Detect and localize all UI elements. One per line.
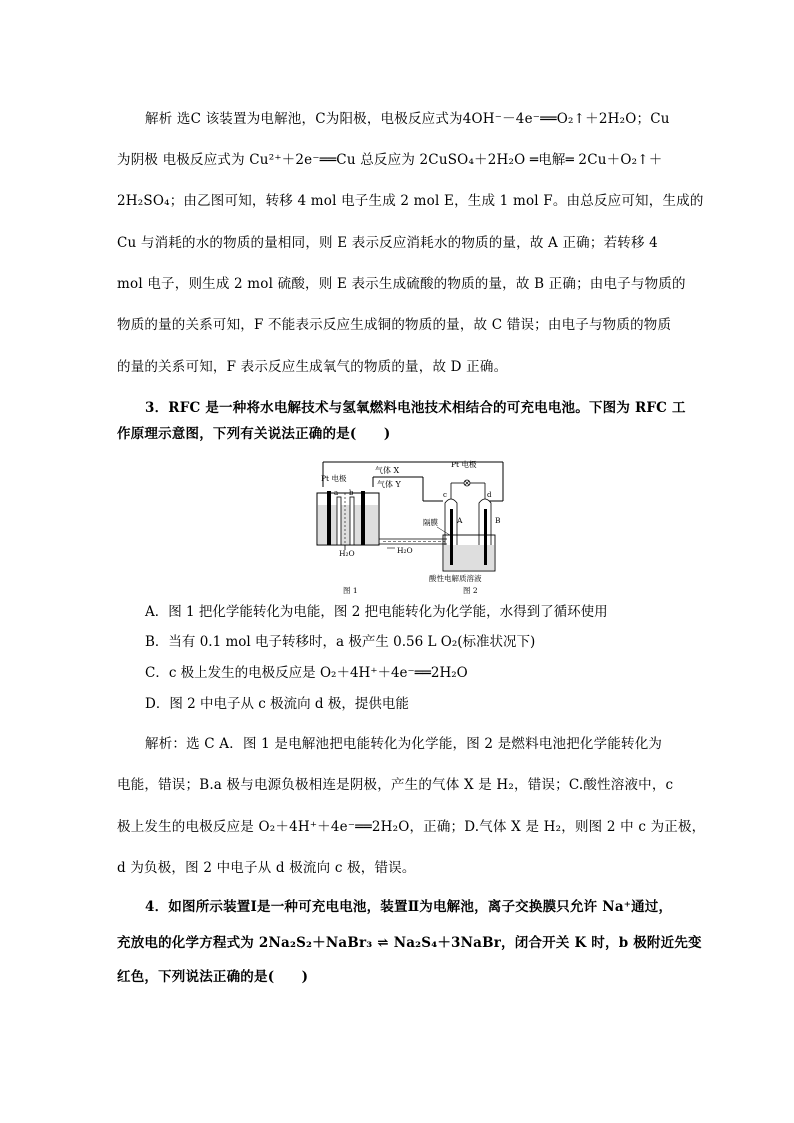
option-a: A．图 1 把化学能转化为电能，图 2 把电能转化为化学能，水得到了循环使用 bbox=[145, 604, 608, 620]
analysis-1-line-5: mol 电子，则生成 2 mol 硫酸，则 E 表示生成硫酸的物质的量，故 B 正确；由电子与物质的 bbox=[117, 276, 686, 292]
gas-x-label: 气体 X bbox=[375, 466, 400, 475]
question-3-stem-line-1: 3．RFC 是一种将水电解技术与氢氧燃料电池技术相结合的可充电电池。下图为 RFC 工 bbox=[145, 400, 686, 416]
rfc-figure bbox=[305, 453, 525, 603]
gas-y-label: 气体 Y bbox=[377, 480, 401, 489]
analysis-1-line-3: 2H₂SO₄；由乙图可知，转移 4 mol 电子生成 2 mol E，生成 1 mol F。由总反应可知，生成的 bbox=[117, 193, 704, 209]
electrode-c-label: c bbox=[443, 491, 447, 499]
analysis-1-line-2: 为阴极 电极反应式为 Cu²⁺＋2e⁻══Cu 总反应为 2CuSO₄＋2H₂O ═电解═ 2Cu＋O₂↑＋ bbox=[117, 152, 663, 168]
membrane-label: 隔膜 bbox=[423, 518, 438, 527]
option-d: D．图 2 中电子从 c 极流向 d 极，提供电能 bbox=[145, 696, 409, 712]
analysis-1-line-1: 解析 选C 该装置为电解池，C为阳极，电极反应式为4OH⁻－4e⁻══O₂↑＋2H₂O；Cu bbox=[145, 111, 670, 127]
electrode-b-label: b bbox=[349, 489, 354, 497]
figure-2-caption: 图 2 bbox=[463, 586, 478, 595]
analysis-1-line-7: 的量的关系可知，F 表示反应生成氧气的物质的量，故 D 正确。 bbox=[117, 359, 508, 375]
analysis-1-line-4: Cu 与消耗的水的物质的量相同，则 E 表示反应消耗水的物质的量，故 A 正确；若转移 4 bbox=[117, 235, 658, 251]
question-4-line-3: 红色，下列说法正确的是( ) bbox=[117, 969, 309, 985]
pt-electrode-label-right: Pt 电极 bbox=[451, 460, 477, 469]
h2o-label-2: H₂O bbox=[397, 546, 413, 555]
analysis-3-line-3: 极上发生的电极反应是 O₂＋4H⁺＋4e⁻══2H₂O，正确；D.气体 X 是 H₂，则图 2 中 c 为正极， bbox=[117, 819, 706, 835]
electrode-a-label: a bbox=[334, 489, 339, 497]
tube-b-label: B bbox=[495, 516, 501, 525]
tube-a-label: A bbox=[457, 516, 463, 525]
question-4-line-2: 充放电的化学方程式为 2Na₂S₂＋NaBr₃ ⇌ Na₂S₄＋3NaBr，闭合开关 K 时，b 极附近先变 bbox=[117, 935, 702, 951]
analysis-1-line-6: 物质的量的关系可知，F 不能表示反应生成铜的物质的量，故 C 错误；由电子与物质的物质 bbox=[117, 317, 672, 333]
analysis-3-line-2: 电能，错误；B.a 极与电源负极相连是阴极，产生的气体 X 是 H₂，错误；C.酸性溶液中，c bbox=[117, 777, 674, 793]
electrolyte-label: 酸性电解质溶液 bbox=[429, 574, 482, 583]
analysis-3-line-4: d 为负极，图 2 中电子从 d 极流向 c 极，错误。 bbox=[117, 860, 416, 876]
figure-1-caption: 图 1 bbox=[343, 586, 358, 595]
analysis-3-line-1: 解析：选 C A．图 1 是电解池把电能转化为化学能，图 2 是燃料电池把化学能转化为 bbox=[145, 736, 663, 752]
option-b: B．当有 0.1 mol 电子转移时，a 极产生 0.56 L O₂(标准状况下) bbox=[145, 634, 536, 650]
pt-electrode-label-left: Pt 电极 bbox=[321, 474, 347, 483]
h2o-label-1: H₂O bbox=[339, 549, 355, 558]
question-3-stem-line-2: 作原理示意图，下列有关说法正确的是( ) bbox=[117, 426, 391, 442]
question-4-line-1: 4．如图所示装置Ⅰ是一种可充电电池，装置Ⅱ为电解池，离子交换膜只允许 Na⁺通过， bbox=[145, 899, 673, 915]
option-c: C．c 极上发生的电极反应是 O₂＋4H⁺＋4e⁻══2H₂O bbox=[145, 665, 468, 681]
electrode-d-label: d bbox=[487, 491, 492, 499]
